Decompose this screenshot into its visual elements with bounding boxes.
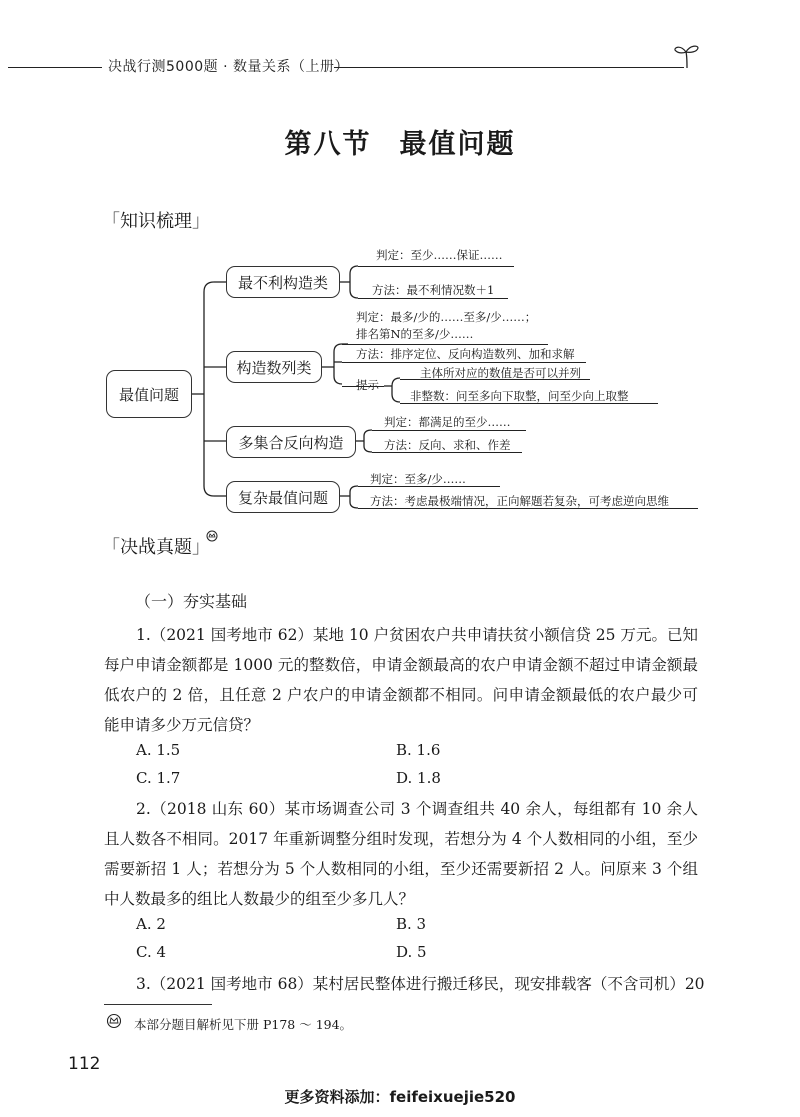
branch4-judge: 判定：至多/少…… bbox=[370, 472, 466, 486]
question-2-option-a: A. 2 bbox=[136, 915, 166, 933]
mindmap-branch-worst-case: 最不利构造类 bbox=[226, 266, 340, 298]
branch1-method-underline bbox=[358, 298, 508, 299]
branch4-judge-underline bbox=[358, 486, 500, 487]
running-title: 决战行测5000题 · 数量关系（上册） bbox=[108, 59, 349, 75]
footnote-rule bbox=[104, 1004, 212, 1005]
footnote-text: 本部分题目解析见下册 P178 ～ 194。 bbox=[134, 1017, 353, 1032]
branch2-hint-label: 提示 bbox=[356, 378, 379, 392]
branch3-method-underline bbox=[372, 452, 522, 453]
bottom-note: 更多资料添加：feifeixuejie520 bbox=[284, 1088, 516, 1106]
branch2-hint1: 主体所对应的数值是否可以并列 bbox=[420, 366, 581, 380]
branch2-judge-line2: 排名第N的至多/少…… bbox=[356, 327, 474, 341]
question-2-option-d: D. 5 bbox=[396, 943, 427, 961]
branch1-judge: 判定：至少……保证…… bbox=[376, 248, 503, 262]
section-knowledge-heading: 「知识梳理」 bbox=[102, 211, 210, 232]
branch2-judge-line1: 判定：最多/少的……至多/少……； bbox=[356, 310, 537, 324]
branch2-judge-underline bbox=[342, 344, 548, 345]
footnote-marker-icon bbox=[206, 530, 218, 542]
mindmap-branch-sequence: 构造数列类 bbox=[226, 351, 322, 383]
question-3: 3.（2021 国考地市 68）某村居民整体进行搬迁移民，现安排载客（不含司机）20 bbox=[136, 975, 705, 993]
question-1: 1.（2021 国考地市 62）某地 10 户贫困农户共申请扶贫小额信贷 25 万元。已知每户申请金额都是 1000 元的整数倍，申请金额最高的农户申请金额不超过申请金额最低农户的 2 倍，且任意 2 户农户的申请金额都不相同。问申请金额最低的农户最少可能申请多少万元信贷？ bbox=[104, 626, 698, 734]
footnote-marker-icon bbox=[106, 1013, 122, 1029]
mindmap-branch-complex: 复杂最值问题 bbox=[226, 481, 340, 513]
question-1-option-d: D. 1.8 bbox=[396, 769, 441, 787]
branch3-judge: 判定：都满足的至少…… bbox=[384, 415, 511, 429]
branch2-method-underline bbox=[342, 362, 586, 363]
subheading: （一）夯实基础 bbox=[135, 592, 248, 611]
branch2-hint2-underline bbox=[400, 403, 658, 404]
section-practice-heading: 「决战真题」 bbox=[102, 537, 210, 558]
branch1-judge-underline bbox=[358, 266, 514, 267]
branch2-hint-label-underline bbox=[342, 386, 384, 387]
question-2: 2.（2018 山东 60）某市场调查公司 3 个调查组共 40 余人，每组都有 10 余人且人数各不相同。2017 年重新调整分组时发现，若想分为 4 个人数相同的小组，至少需要新招 1 人；若想分为 5 个人数相同的小组，至少还需要新招 2 人。问原来 3 个组中人数最多的组比人数最少的组至少多几人？ bbox=[104, 800, 698, 908]
chapter-number: 第八节 bbox=[284, 129, 372, 160]
branch2-hint1-underline bbox=[400, 379, 590, 380]
branch3-method: 方法：反向、求和、作差 bbox=[384, 438, 511, 452]
branch2-hint2: 非整数：问至多向下取整，问至少向上取整 bbox=[410, 389, 629, 403]
branch1-method: 方法：最不利情况数＋1 bbox=[372, 283, 495, 297]
question-2-option-b: B. 3 bbox=[396, 915, 427, 933]
page-number: 112 bbox=[68, 1054, 101, 1074]
mindmap-root: 最值问题 bbox=[106, 370, 192, 418]
branch4-method-underline bbox=[358, 508, 698, 509]
question-1-option-a: A. 1.5 bbox=[136, 741, 181, 759]
branch2-method: 方法：排序定位、反向构造数列、加和求解 bbox=[356, 347, 575, 361]
question-2-option-c: C. 4 bbox=[136, 943, 167, 961]
branch3-judge-underline bbox=[372, 430, 526, 431]
question-1-option-c: C. 1.7 bbox=[136, 769, 181, 787]
branch4-method: 方法：考虑最极端情况，正向解题若复杂，可考虑逆向思维 bbox=[370, 494, 669, 508]
mindmap-branch-multi-set: 多集合反向构造 bbox=[226, 426, 356, 458]
question-1-option-b: B. 1.6 bbox=[396, 741, 441, 759]
chapter-name: 最值问题 bbox=[399, 129, 516, 160]
